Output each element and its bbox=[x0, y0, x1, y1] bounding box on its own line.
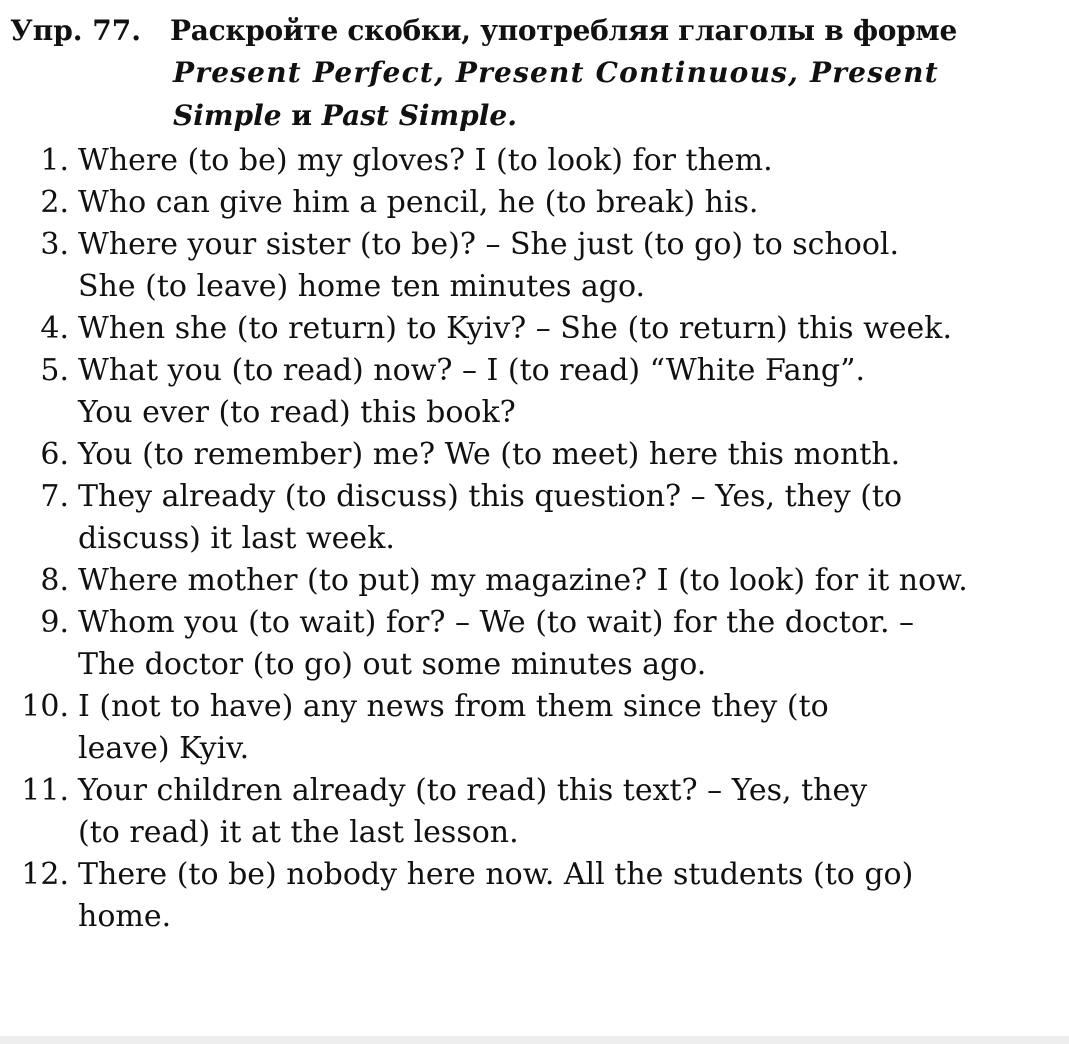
item-number: 8. bbox=[40, 563, 69, 598]
item-text-line: When she (to return) to Kyiv? – She (to return) this week. bbox=[78, 311, 952, 346]
item-text-line: (to read) it at the last lesson. bbox=[78, 815, 519, 850]
item-text-line: The doctor (to go) out some minutes ago. bbox=[78, 647, 707, 682]
item-text-line: Where your sister (to be)? – She just (to go) to school. bbox=[78, 227, 900, 262]
item-number: 1. bbox=[40, 143, 69, 178]
item-number: 2. bbox=[40, 185, 69, 220]
item-number: 7. bbox=[40, 479, 69, 514]
item-text-line: Your children already (to read) this text? – Yes, they bbox=[78, 773, 868, 808]
exercise-number: Упр. 77. bbox=[10, 14, 142, 47]
item-text-line: Who can give him a pencil, he (to break) his. bbox=[78, 185, 759, 220]
item-text-line: leave) Kyiv. bbox=[78, 731, 250, 766]
item-number: 4. bbox=[40, 311, 69, 346]
item-text-line: What you (to read) now? – I (to read) “White Fang”. bbox=[78, 353, 866, 388]
tense-form-past-simple: Past Simple. bbox=[321, 99, 517, 132]
tense-forms-line-1: Present Perfect, Present Continuous, Present bbox=[173, 56, 939, 89]
tense-forms-line-2 bbox=[173, 99, 1053, 132]
item-text-line: They already (to discuss) this question? – Yes, they (to bbox=[78, 479, 903, 514]
item-text-line: discuss) it last week. bbox=[78, 521, 395, 556]
item-text-line: Where mother (to put) my magazine? I (to look) for it now. bbox=[78, 563, 968, 598]
item-text-line: home. bbox=[78, 899, 172, 934]
item-text-line: She (to leave) home ten minutes ago. bbox=[78, 269, 646, 304]
item-text-line: You ever (to read) this book? bbox=[78, 395, 516, 430]
item-number: 12. bbox=[21, 857, 69, 892]
conjunction: и bbox=[291, 99, 313, 132]
item-number: 6. bbox=[40, 437, 69, 472]
item-number: 9. bbox=[40, 605, 69, 640]
tense-form-present-simple: Simple bbox=[173, 99, 282, 132]
item-number: 11. bbox=[21, 773, 69, 808]
exercise-instruction: Раскройте скобки, употребляя глаголы в форме bbox=[170, 14, 957, 47]
item-text-line: There (to be) nobody here now. All the students (to go) bbox=[78, 857, 914, 892]
page-bottom-edge bbox=[0, 1036, 1069, 1044]
item-number: 10. bbox=[21, 689, 69, 724]
item-text-line: You (to remember) me? We (to meet) here this month. bbox=[78, 437, 901, 472]
item-number: 5. bbox=[40, 353, 69, 388]
item-number: 3. bbox=[40, 227, 69, 262]
item-text-line: Where (to be) my gloves? I (to look) for them. bbox=[78, 143, 773, 178]
item-text-line: Whom you (to wait) for? – We (to wait) for the doctor. – bbox=[78, 605, 915, 640]
item-text-line: I (not to have) any news from them since they (to bbox=[78, 689, 829, 724]
